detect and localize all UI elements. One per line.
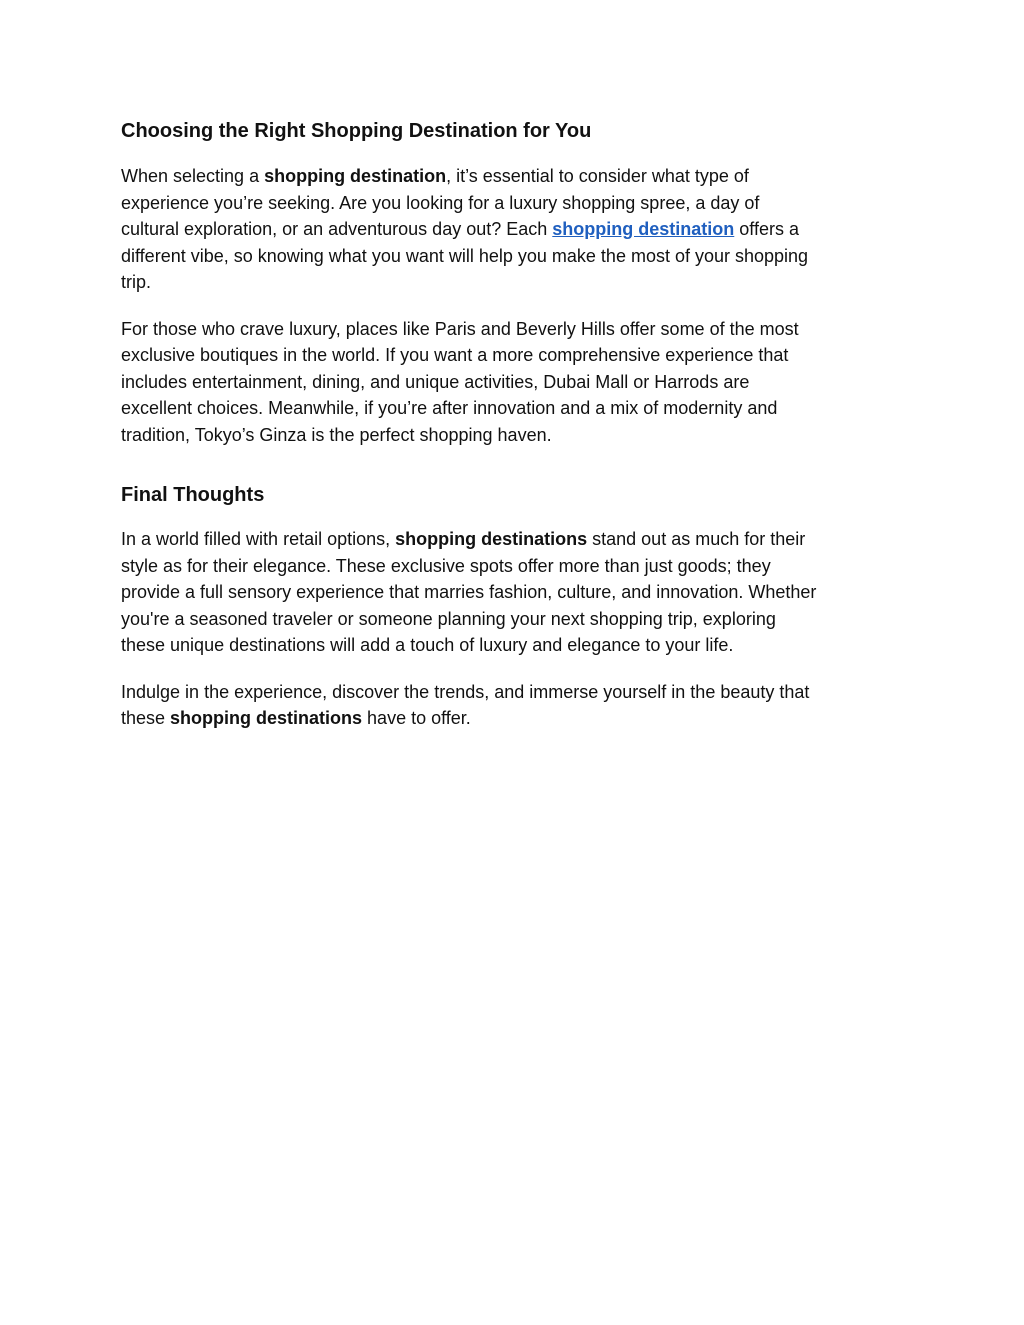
bold-keyword: shopping destinations	[170, 708, 363, 728]
text-line: Indulge in the experience, discover the trends, and immerse yourself in the beauty that	[121, 681, 810, 702]
text-line: provide a full sensory experience that marries fashion, culture, and innovation. Whether	[121, 582, 817, 602]
section-heading-choosing: Choosing the Right Shopping Destination for You	[121, 120, 592, 142]
section-heading-final-thoughts: Final Thoughts	[121, 484, 265, 506]
bold-keyword: shopping destination	[264, 166, 447, 186]
text-run: , it’s essential to consider what type of	[446, 166, 749, 186]
paragraph-choosing-2	[121, 316, 911, 449]
text-line: experience you’re seeking. Are you looking for a luxury shopping spree, a day of	[121, 192, 760, 213]
bold-keyword: shopping destinations	[395, 529, 588, 549]
text-line: tradition, Tokyo’s Ginza is the perfect shopping haven.	[121, 424, 552, 445]
text-run: cultural exploration, or an adventurous day out? Each	[121, 219, 553, 239]
text-line: these unique destinations will add a touch of luxury and elegance to your life.	[121, 635, 734, 655]
text-line	[121, 216, 911, 243]
text-line: excellent choices. Meanwhile, if you’re after innovation and a mix of modernity and	[121, 398, 778, 418]
text-line: style as for their elegance. These exclusive spots offer more than just goods; they	[121, 555, 771, 576]
text-line: you're a seasoned traveler or someone planning your next shopping trip, exploring	[121, 608, 776, 629]
text-run: stand out as much for their	[587, 529, 806, 549]
text-line: trip.	[121, 272, 152, 292]
shopping-destination-link[interactable]: shopping destination	[552, 219, 735, 239]
paragraph-final-1	[121, 526, 911, 659]
document-page	[121, 117, 911, 752]
paragraph-final-2	[121, 679, 911, 732]
text-run: offers a	[734, 219, 799, 239]
text-run: have to offer.	[362, 708, 471, 728]
text-line	[121, 163, 911, 190]
text-line	[121, 526, 911, 553]
text-line: different vibe, so knowing what you want will help you make the most of your shopping	[121, 245, 809, 266]
text-line: includes entertainment, dining, and unique activities, Dubai Mall or Harrods are	[121, 371, 750, 392]
paragraph-choosing-1	[121, 163, 911, 296]
text-line: exclusive boutiques in the world. If you want a more comprehensive experience that	[121, 345, 789, 365]
text-run: When selecting a	[121, 166, 265, 186]
text-run: these	[121, 708, 171, 728]
text-line: For those who crave luxury, places like Paris and Beverly Hills offer some of the most	[121, 318, 799, 339]
text-line	[121, 705, 911, 732]
text-run: In a world filled with retail options,	[121, 529, 396, 549]
